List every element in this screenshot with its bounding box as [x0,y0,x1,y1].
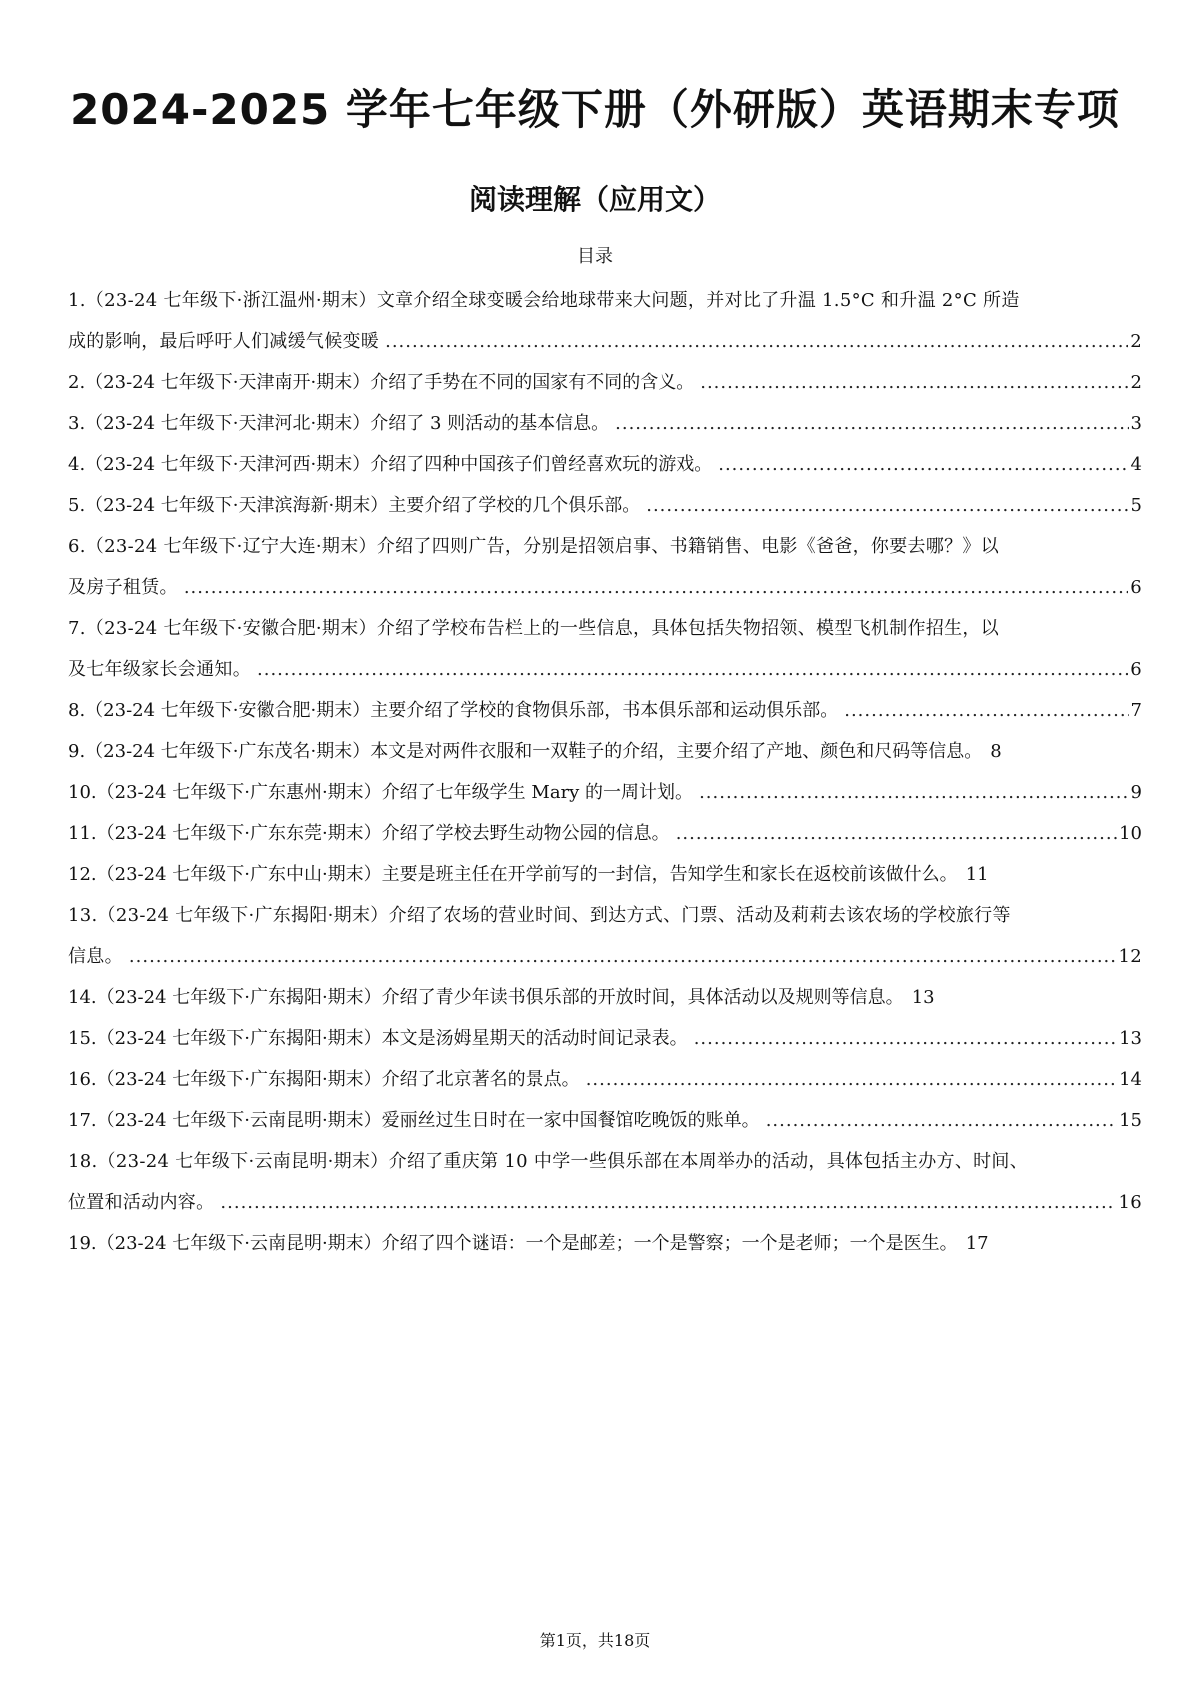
toc-entry-text: 11.（23-24 七年级下·广东东莞·期末）介绍了学校去野生动物公园的信息。 [68,823,670,844]
toc-entry-text: 4.（23-24 七年级下·天津河西·期末）介绍了四种中国孩子们曾经喜欢玩的游戏。 [68,454,713,475]
toc-leader-dots [718,444,1128,485]
toc-page-number: 11 [965,864,989,885]
toc-page-number: 8 [990,741,1002,762]
toc-leader-dots [615,403,1128,444]
toc-entry[interactable] [68,977,1142,1018]
toc-entry[interactable] [68,854,1142,895]
toc-leader-dots [766,1100,1117,1141]
toc-entry-text: 9.（23-24 七年级下·广东茂名·期末）本文是对两件衣服和一双鞋子的介绍，主要介绍了产地、颜色和尺码等信息。 [68,741,983,762]
toc-entry[interactable] [68,1018,1142,1059]
toc-page-number: 7 [1130,700,1142,721]
toc-entry-text: 12.（23-24 七年级下·广东中山·期末）主要是班主任在开学前写的一封信，告知学生和家长在返校前该做什么。 [68,864,958,885]
toc-page-number: 2 [1130,331,1142,352]
toc-entry-text: 8.（23-24 七年级下·安徽合肥·期末）主要介绍了学校的食物俱乐部，书本俱乐部和运动俱乐部。 [68,700,839,721]
toc-page-number: 5 [1130,495,1142,516]
toc-page-number: 13 [911,987,935,1008]
toc-page-number: 10 [1119,823,1142,844]
toc-entry[interactable] [68,1059,1142,1100]
toc-entry[interactable] [68,813,1142,854]
toc-leader-dots [676,813,1117,854]
table-of-contents [68,280,1142,1264]
toc-leader-dots [184,567,1128,608]
document-subtitle: 阅读理解（应用文） [468,183,721,216]
toc-entry[interactable] [68,772,1142,813]
toc-entry-text: 13.（23-24 七年级下·广东揭阳·期末）介绍了农场的营业时间、到达方式、门票、活动及莉莉去该农场的学校旅行等 [68,905,1011,926]
toc-leader-dots [844,690,1128,731]
toc-entry[interactable] [68,1141,1142,1223]
toc-page-number: 9 [1130,782,1142,803]
toc-leader-dots [220,1182,1116,1223]
toc-page-number: 16 [1118,1192,1142,1213]
toc-entry[interactable] [68,485,1142,526]
toc-entry-text: 19.（23-24 七年级下·云南昆明·期末）介绍了四个谜语：一个是邮差；一个是警察；一个是老师；一个是医生。 [68,1233,958,1254]
toc-page-number: 14 [1119,1069,1142,1090]
toc-page-number: 6 [1130,659,1142,680]
toc-entry-text: 6.（23-24 七年级下·辽宁大连·期末）介绍了四则广告，分别是招领启事、书籍销售、电影《爸爸，你要去哪？》以 [68,536,1000,557]
toc-leader-dots [700,362,1128,403]
toc-leader-dots [646,485,1128,526]
toc-entry-text: 10.（23-24 七年级下·广东惠州·期末）介绍了七年级学生 Mary 的一周计划。 [68,782,694,803]
toc-entry-text-continued: 信息。 [68,946,123,967]
toc-entry-text-continued: 及房子租赁。 [68,577,178,598]
toc-entry-text: 15.（23-24 七年级下·广东揭阳·期末）本文是汤姆星期天的活动时间记录表。 [68,1028,688,1049]
toc-entry[interactable] [68,362,1142,403]
toc-entry[interactable] [68,526,1142,608]
toc-leader-dots [385,321,1128,362]
toc-page-number: 6 [1130,577,1142,598]
toc-page-number: 4 [1130,454,1142,475]
toc-entry[interactable] [68,280,1142,362]
toc-page-number: 12 [1118,946,1142,967]
toc-page-number: 13 [1119,1028,1142,1049]
toc-entry-text: 16.（23-24 七年级下·广东揭阳·期末）介绍了北京著名的景点。 [68,1069,580,1090]
toc-leader-dots [586,1059,1117,1100]
toc-entry[interactable] [68,690,1142,731]
toc-entry-text-continued: 及七年级家长会通知。 [68,659,251,680]
toc-entry-text: 5.（23-24 七年级下·天津滨海新·期末）主要介绍了学校的几个俱乐部。 [68,495,641,516]
toc-page-number: 15 [1119,1110,1142,1131]
toc-entry-text: 7.（23-24 七年级下·安徽合肥·期末）介绍了学校布告栏上的一些信息，具体包括失物招领、模型飞机制作招生，以 [68,618,1000,639]
document-title: 2024-2025 学年七年级下册（外研版）英语期末专项 [70,85,1120,134]
toc-leader-dots [257,649,1128,690]
toc-entry-text: 2.（23-24 七年级下·天津南开·期末）介绍了手势在不同的国家有不同的含义。 [68,372,695,393]
toc-leader-dots [129,936,1117,977]
toc-page-number: 17 [965,1233,989,1254]
toc-page-number: 2 [1130,372,1142,393]
toc-entry[interactable] [68,444,1142,485]
toc-heading: 目录 [577,246,613,267]
toc-entry[interactable] [68,608,1142,690]
toc-entry-text: 1.（23-24 七年级下·浙江温州·期末）文章介绍全球变暖会给地球带来大问题，并对比了升温 1.5°C 和升温 2°C 所造 [68,290,1020,311]
toc-entry[interactable] [68,895,1142,977]
toc-entry-text: 3.（23-24 七年级下·天津河北·期末）介绍了 3 则活动的基本信息。 [68,413,610,434]
toc-entry[interactable] [68,731,1142,772]
toc-entry[interactable] [68,403,1142,444]
toc-entry[interactable] [68,1223,1142,1264]
page-footer: 第1页，共18页 [539,1631,651,1650]
toc-leader-dots [699,772,1128,813]
toc-entry[interactable] [68,1100,1142,1141]
toc-leader-dots [694,1018,1117,1059]
toc-entry-text: 14.（23-24 七年级下·广东揭阳·期末）介绍了青少年读书俱乐部的开放时间，具体活动以及规则等信息。 [68,987,904,1008]
toc-page-number: 3 [1130,413,1142,434]
toc-entry-text: 17.（23-24 七年级下·云南昆明·期末）爱丽丝过生日时在一家中国餐馆吃晚饭的账单。 [68,1110,760,1131]
toc-entry-text-continued: 成的影响，最后呼吁人们减缓气候变暖 [68,331,380,352]
toc-entry-text-continued: 位置和活动内容。 [68,1192,215,1213]
toc-entry-text: 18.（23-24 七年级下·云南昆明·期末）介绍了重庆第 10 中学一些俱乐部在本周举办的活动，具体包括主办方、时间、 [68,1151,1029,1172]
